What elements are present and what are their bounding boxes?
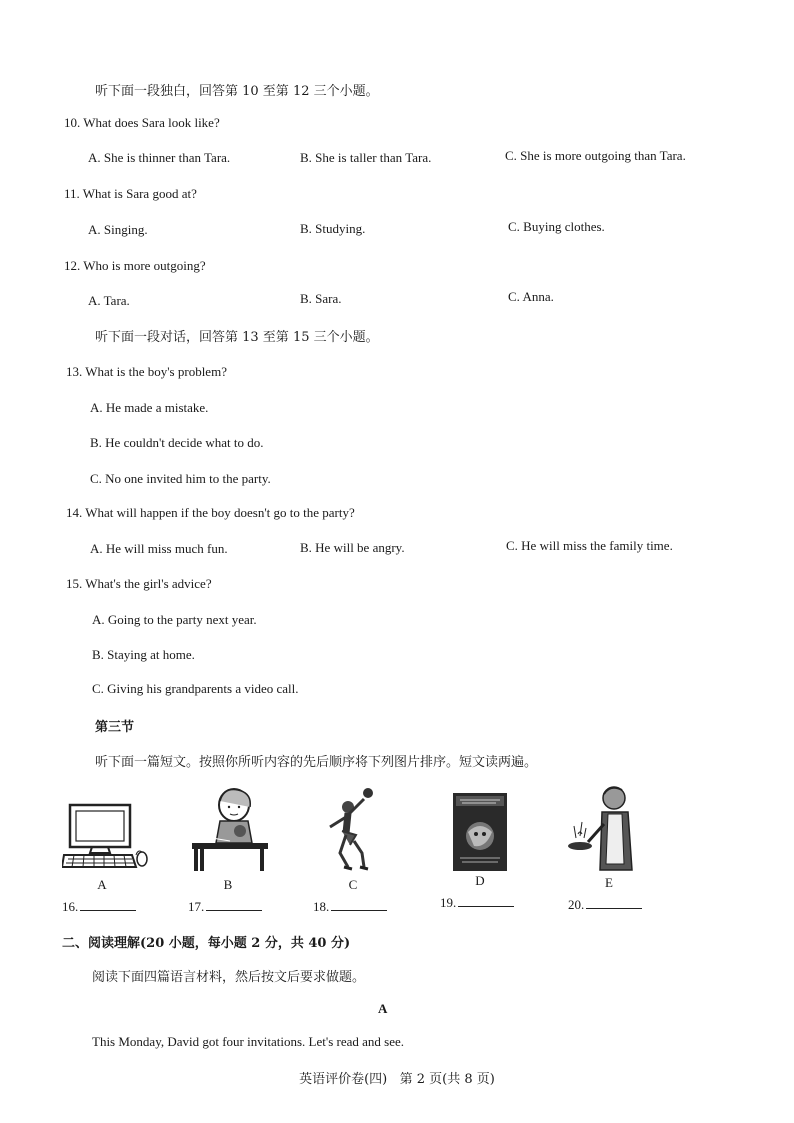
listening-intro-13-15: 听下面一段对话，回答第 13 至第 15 三个小题。 (95, 330, 379, 345)
question-14-option-c: C. He will miss the family time. (506, 538, 673, 553)
question-10-option-b: B. She is taller than Tara. (300, 150, 432, 165)
picture-c-label: C (348, 877, 358, 892)
question-10-option-c: C. She is more outgoing than Tara. (505, 148, 686, 163)
question-13-option-c: C. No one invited him to the party. (90, 471, 271, 486)
answer-blank-18[interactable] (313, 899, 387, 915)
picture-b-label: B (223, 877, 233, 892)
book-cover-icon (452, 792, 508, 872)
question-10-option-a: A. She is thinner than Tara. (88, 150, 231, 165)
question-15-option-a: A. Going to the party next year. (92, 612, 257, 627)
question-15-option-b: B. Staying at home. (92, 647, 195, 662)
page-footer: 英语评价卷(四) 第 2 页(共 8 页) (299, 1072, 495, 1087)
passage-label: A (378, 1001, 388, 1016)
question-11-option-b: B. Studying. (300, 221, 366, 236)
answer-blank-20[interactable] (568, 897, 642, 913)
passage-first-line: This Monday, David got four invitations. Let's read and see. (92, 1034, 404, 1049)
question-11-stem: 11. What is Sara good at? (64, 186, 197, 201)
question-14-stem: 14. What will happen if the boy doesn't go to the party? (66, 505, 355, 520)
answer-blank-17[interactable] (188, 899, 262, 915)
studying-girl-icon (190, 787, 270, 873)
answer-blank-19[interactable] (440, 895, 514, 911)
answer-number-20: 20. (568, 897, 585, 912)
basketball-player-icon (322, 787, 382, 873)
section-3-title: 第三节 (95, 720, 135, 735)
question-12-option-b: B. Sara. (300, 291, 342, 306)
section-3-instruction: 听下面一篇短文。按照你所听内容的先后顺序将下列图片排序。短文读两遍。 (95, 755, 538, 770)
answer-number-18: 18. (313, 899, 330, 914)
question-15-option-c: C. Giving his grandparents a video call. (92, 681, 299, 696)
question-13-stem: 13. What is the boy's problem? (66, 364, 227, 379)
question-12-option-a: A. Tara. (88, 293, 130, 308)
cooking-woman-icon (566, 784, 636, 876)
question-13-option-b: B. He couldn't decide what to do. (90, 435, 264, 450)
picture-d-label: D (475, 873, 485, 888)
question-11-option-a: A. Singing. (88, 222, 148, 237)
question-14-option-b: B. He will be angry. (300, 540, 405, 555)
question-15-stem: 15. What's the girl's advice? (66, 576, 212, 591)
question-12-option-c: C. Anna. (508, 289, 554, 304)
part-2-instruction: 阅读下面四篇语言材料，然后按文后要求做题。 (92, 970, 366, 985)
picture-a-label: A (97, 877, 107, 892)
answer-number-19: 19. (440, 895, 457, 910)
question-10-stem: 10. What does Sara look like? (64, 115, 220, 130)
question-12-stem: 12. Who is more outgoing? (64, 258, 206, 273)
question-11-option-c: C. Buying clothes. (508, 219, 605, 234)
listening-intro-10-12: 听下面一段独白，回答第 10 至第 12 三个小题。 (95, 84, 379, 99)
answer-number-16: 16. (62, 899, 79, 914)
question-14-option-a: A. He will miss much fun. (90, 541, 228, 556)
computer-icon (62, 803, 148, 873)
question-13-option-a: A. He made a mistake. (90, 400, 209, 415)
picture-e-label: E (605, 875, 613, 890)
answer-blank-16[interactable] (62, 899, 136, 915)
part-2-heading: 二、阅读理解(20 小题，每小题 2 分，共 40 分) (62, 936, 351, 951)
answer-number-17: 17. (188, 899, 205, 914)
